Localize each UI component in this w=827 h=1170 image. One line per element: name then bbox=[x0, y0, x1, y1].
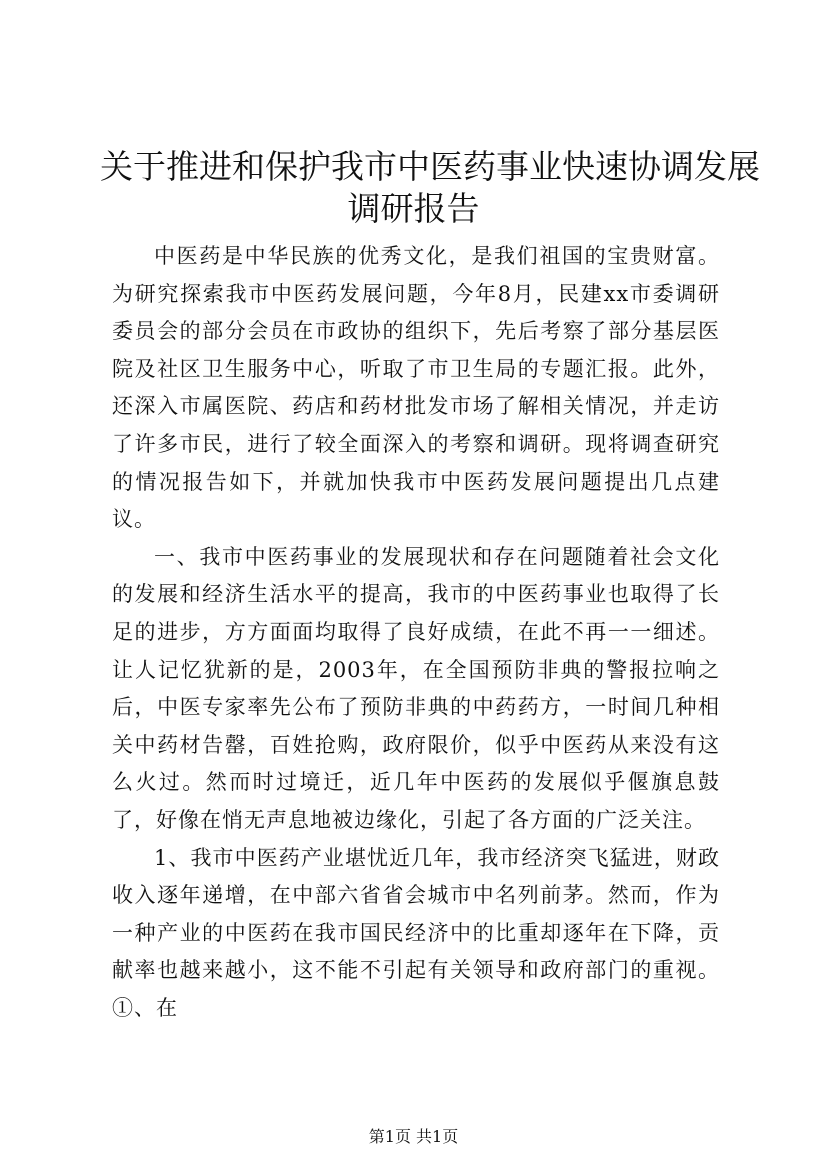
title-line-2: 调研报告 bbox=[347, 189, 480, 228]
title-line-1: 关于推进和保护我市中医药事业快速协调发展 bbox=[100, 147, 760, 186]
page-footer: 第1页 共1页 bbox=[368, 1127, 459, 1146]
document-title bbox=[100, 146, 760, 230]
paragraph-subsection-1: 1、我市中医药产业堪忧近几年，我市经济突飞猛进，财政收入逐年递增，在中部六省省会城市中名列前茅。然而，作为一种产业的中医药在我市国民经济中的比重却逐年在下降，贡献率也越来越小，这不能不引起有关领导和政府部门的重视。①、在 bbox=[112, 845, 720, 1020]
paragraph-intro: 中医药是中华民族的优秀文化，是我们祖国的宝贵财富。为研究探索我市中医药发展问题，今年8月，民建xx市委调研委员会的部分会员在市政协的组织下，先后考察了部分基层医院及社区卫生服务中心，听取了市卫生局的专题汇报。此外，还深入市属医院、药店和药材批发市场了解相关情况，并走访了许多市民，进行了较全面深入的考察和调研。现将调查研究的情况报告如下，并就加快我市中医药发展问题提出几点建议。 bbox=[112, 244, 720, 532]
paragraph-section-1: 一、我市中医药事业的发展现状和存在问题随着社会文化的发展和经济生活水平的提高，我市的中医药事业也取得了长足的进步，方方面面均取得了良好成绩，在此不再一一细述。让人记忆犹新的是，2003年，在全国预防非典的警报拉响之后，中医专家率先公布了预防非典的中药药方，一时间几种相关中药材告罄，百姓抢购，政府限价，似乎中医药从来没有这么火过。然而时过境迁，近几年中医药的发展似乎偃旗息鼓了，好像在悄无声息地被边缘化，引起了各方面的广泛关注。 bbox=[112, 544, 720, 832]
document-body bbox=[112, 238, 720, 1027]
